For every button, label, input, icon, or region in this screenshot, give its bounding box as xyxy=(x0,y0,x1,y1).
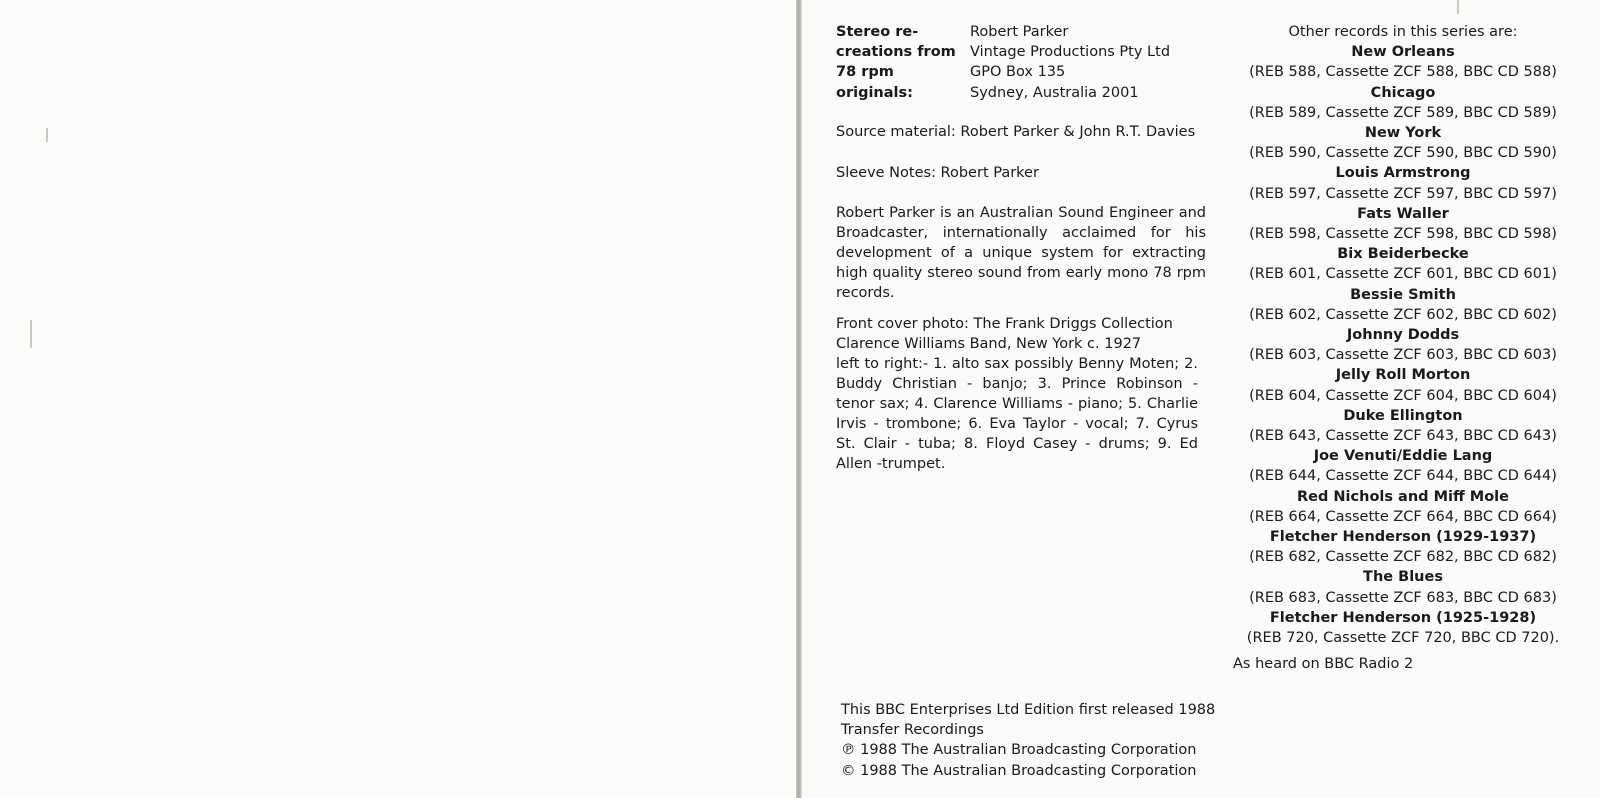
edition-line: This BBC Enterprises Ltd Edition first released 1988 xyxy=(841,702,1216,718)
cover-photo-caption: Clarence Williams Band, New York c. 1927 xyxy=(836,336,1142,352)
series-catalog: (REB 720, Cassette ZCF 720, BBC CD 720). xyxy=(1246,630,1560,647)
series-title: Chicago xyxy=(1370,84,1436,101)
credits-heading-line: originals: xyxy=(836,84,913,101)
cover-photo-credit: Front cover photo: The Frank Driggs Collection xyxy=(836,316,1173,332)
cover-photo-credits xyxy=(836,314,1198,474)
series-catalog: (REB 588, Cassette ZCF 588, BBC CD 588) xyxy=(1249,64,1557,81)
credits-block xyxy=(836,22,1170,103)
series-catalog: (REB 597, Cassette ZCF 597, BBC CD 597) xyxy=(1249,185,1557,202)
scan-mark xyxy=(1457,0,1459,14)
personnel-list: left to right:- 1. alto sax possibly Benny Moten; 2. Buddy Christian - banjo; 3. Prince Robinson - tenor sax; 4. Clarence Williams - piano; 5. Charlie Irvis - trombone; 6. Eva Taylor - vocal; 7. Cyrus St. Clair - tuba; 8. Floyd Casey - drums; 9. Ed Allen -trumpet. xyxy=(836,356,1198,472)
series-catalog: (REB 604, Cassette ZCF 604, BBC CD 604) xyxy=(1249,387,1557,404)
left-page xyxy=(0,0,797,798)
credits-heading-line: 78 rpm xyxy=(836,64,894,81)
series-title: Fats Waller xyxy=(1357,205,1449,222)
series-catalog: (REB 602, Cassette ZCF 602, BBC CD 602) xyxy=(1249,306,1557,323)
credits-heading-line: Stereo re- xyxy=(836,24,919,40)
series-catalog: (REB 644, Cassette ZCF 644, BBC CD 644) xyxy=(1249,468,1557,485)
bio-paragraph: Robert Parker is an Australian Sound Engineer and Broadcaster, internationally acclaimed for his development of a unique system for extracting high quality stereo sound from early mono 78 rpm records. xyxy=(836,205,1206,301)
address-line: Sydney, Australia 2001 xyxy=(970,84,1139,101)
series-catalog: (REB 601, Cassette ZCF 601, BBC CD 601) xyxy=(1249,266,1557,283)
release-info xyxy=(841,700,1215,781)
copyright-line: © 1988 The Australian Broadcasting Corporation xyxy=(841,762,1197,779)
series-list xyxy=(1228,22,1578,648)
source-material: Source material: Robert Parker & John R.T. Davies xyxy=(836,124,1196,140)
transfer-line: Transfer Recordings xyxy=(841,722,984,739)
address-line: Vintage Productions Pty Ltd xyxy=(970,44,1171,61)
series-catalog: (REB 664, Cassette ZCF 664, BBC CD 664) xyxy=(1249,508,1557,525)
series-title: Joe Venuti/Eddie Lang xyxy=(1313,448,1493,465)
scan-mark xyxy=(46,128,48,142)
series-title: New York xyxy=(1364,125,1442,142)
series-catalog: (REB 682, Cassette ZCF 682, BBC CD 682) xyxy=(1249,549,1557,566)
series-title: New Orleans xyxy=(1351,44,1455,61)
address-line: GPO Box 135 xyxy=(970,64,1066,81)
series-catalog: (REB 589, Cassette ZCF 589, BBC CD 589) xyxy=(1249,104,1557,121)
scan-mark xyxy=(30,320,32,348)
series-title: Fletcher Henderson (1929-1937) xyxy=(1269,529,1537,546)
series-catalog: (REB 643, Cassette ZCF 643, BBC CD 643) xyxy=(1249,428,1557,445)
sleeve-notes: Sleeve Notes: Robert Parker xyxy=(836,165,1039,181)
series-title: Jelly Roll Morton xyxy=(1335,367,1471,384)
radio-note: As heard on BBC Radio 2 xyxy=(1233,656,1414,672)
series-heading: Other records in this series are: xyxy=(1288,24,1518,40)
series-catalog: (REB 603, Cassette ZCF 603, BBC CD 603) xyxy=(1249,347,1557,364)
address-line: Robert Parker xyxy=(970,24,1069,40)
series-catalog: (REB 683, Cassette ZCF 683, BBC CD 683) xyxy=(1249,589,1557,606)
series-title: Louis Armstrong xyxy=(1335,165,1471,182)
series-title: The Blues xyxy=(1363,569,1443,586)
series-title: Bessie Smith xyxy=(1350,286,1456,303)
phonogram-line: ℗ 1988 The Australian Broadcasting Corporation xyxy=(841,742,1197,759)
series-title: Johnny Dodds xyxy=(1346,327,1460,344)
series-title: Duke Ellington xyxy=(1343,407,1463,424)
series-title: Bix Beiderbecke xyxy=(1337,246,1469,263)
series-catalog: (REB 590, Cassette ZCF 590, BBC CD 590) xyxy=(1249,145,1557,162)
series-catalog: (REB 598, Cassette ZCF 598, BBC CD 598) xyxy=(1249,226,1557,243)
series-title: Fletcher Henderson (1925-1928) xyxy=(1269,609,1537,626)
credits-heading-line: creations from xyxy=(836,44,956,61)
series-title: Red Nichols and Miff Mole xyxy=(1297,488,1509,505)
